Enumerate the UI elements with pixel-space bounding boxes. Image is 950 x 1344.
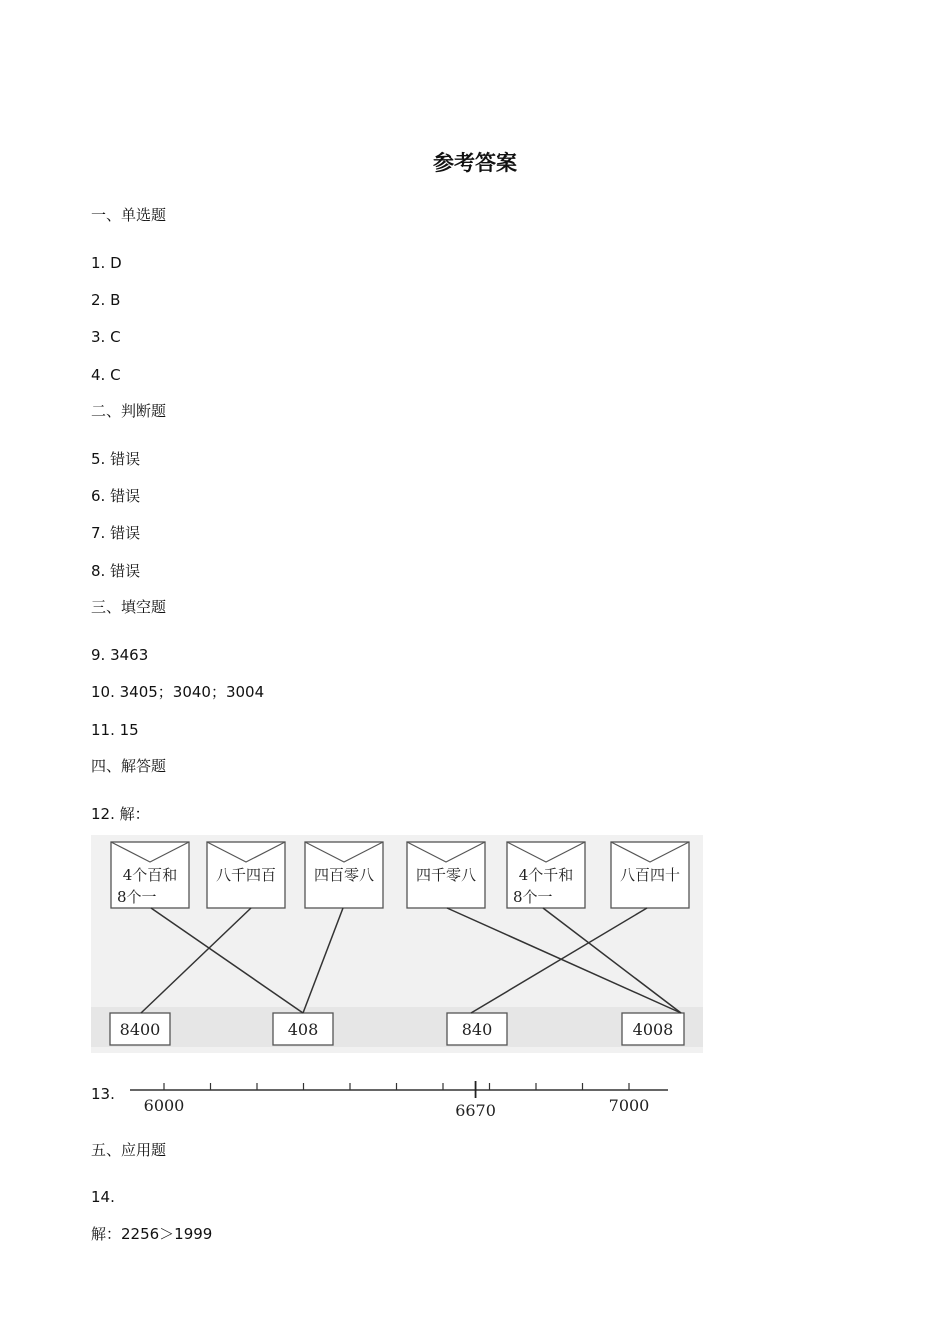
answer-14-solution: 解：2256＞1999	[91, 1225, 213, 1243]
answer-13: 13.	[91, 1085, 115, 1103]
envelope-text-line1: 八千四百	[215, 866, 277, 884]
envelope-text-line1: 4个千和	[518, 866, 574, 884]
section-true-false: 二、判断题	[91, 402, 167, 420]
number-label-4008: 4008	[632, 1020, 674, 1039]
answer-3: 3. C	[91, 328, 121, 346]
number-strip	[91, 1007, 703, 1047]
answer-8: 8. 错误	[91, 562, 141, 580]
envelope-text-line1: 四千零八	[415, 866, 477, 884]
answer-6: 6. 错误	[91, 487, 141, 505]
answer-10: 10. 3405；3040；3004	[91, 683, 265, 701]
matching-diagram	[91, 835, 703, 1053]
section-solve: 四、解答题	[91, 757, 167, 775]
envelope-1	[111, 842, 189, 908]
envelope-3	[305, 842, 383, 908]
answer-1: 1. D	[91, 254, 122, 272]
answer-12: 12. 解：	[91, 805, 150, 823]
answer-4: 4. C	[91, 366, 121, 384]
section-single-choice: 一、单选题	[91, 206, 167, 224]
answer-7: 7. 错误	[91, 524, 141, 542]
envelope-text-line1: 四百零八	[313, 866, 375, 884]
envelope-6	[611, 842, 689, 908]
envelope-4	[407, 842, 485, 908]
number-label-840: 840	[461, 1020, 493, 1039]
answer-2: 2. B	[91, 291, 121, 309]
page-title: 参考答案	[433, 151, 517, 175]
envelope-5	[507, 842, 585, 908]
axis-label-6670: 6670	[455, 1101, 496, 1120]
section-application: 五、应用题	[91, 1141, 167, 1159]
answer-11: 11. 15	[91, 721, 139, 739]
envelope-2	[207, 842, 285, 908]
envelope-text-line1: 八百四十	[619, 866, 681, 884]
envelope-text-line1: 4个百和	[122, 866, 178, 884]
number-label-408: 408	[287, 1020, 319, 1039]
number-line	[120, 1070, 680, 1125]
axis-label-7000: 7000	[608, 1096, 650, 1115]
answer-14: 14.	[91, 1188, 115, 1206]
section-fill-blank: 三、填空题	[91, 598, 167, 616]
envelope-text-line2: 8个一	[117, 888, 157, 906]
envelope-text-line2: 8个一	[513, 888, 553, 906]
answer-9: 9. 3463	[91, 646, 149, 664]
axis-label-6000: 6000	[143, 1096, 185, 1115]
answer-5: 5. 错误	[91, 450, 141, 468]
number-label-8400: 8400	[119, 1020, 161, 1039]
